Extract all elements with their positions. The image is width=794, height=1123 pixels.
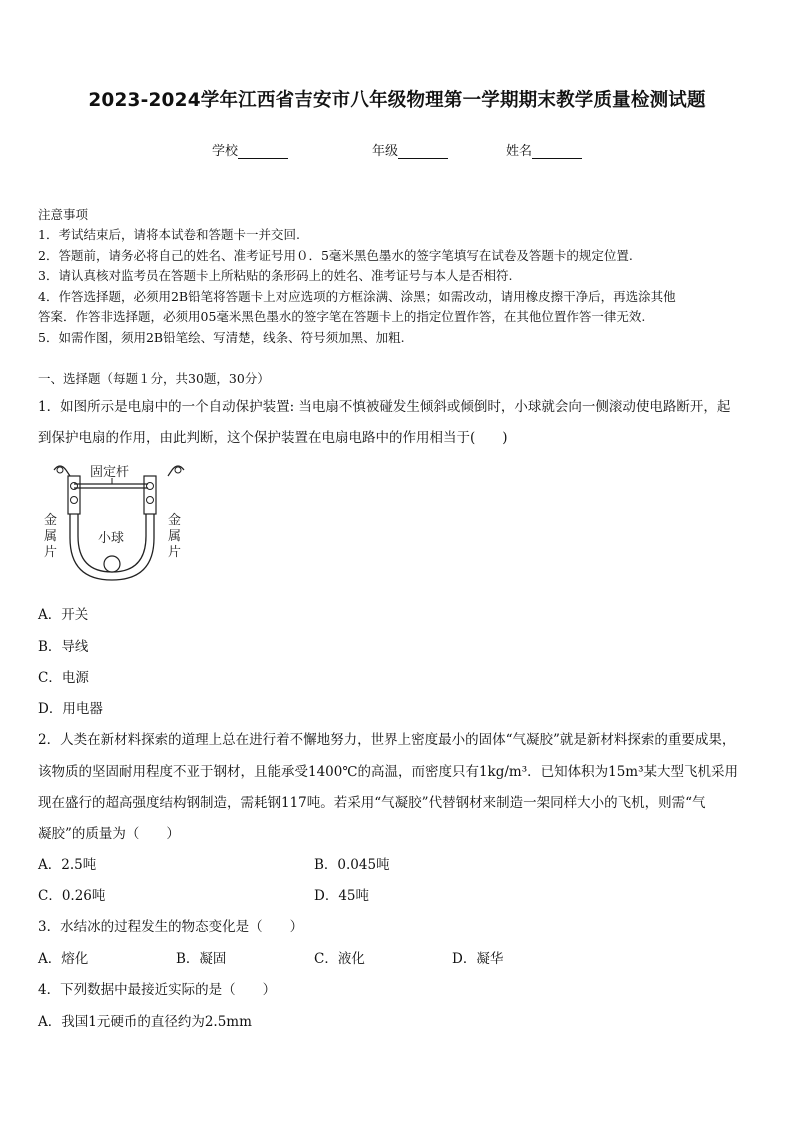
ball-label: 小球 [98, 531, 125, 546]
q3-option-a[interactable]: A．熔化 [38, 951, 89, 967]
grade-label: 年级 [372, 144, 399, 159]
q1-stem-line2: 到保护电扇的作用，由此判断，这个保护装置在电扇电路中的作用相当于( ) [38, 430, 508, 446]
q2-option-c[interactable]: C．0.26吨 [38, 888, 106, 904]
note-item: 答案．作答非选择题，必须用05毫米黑色墨水的签字笔在答题卡上的指定位置作答，在其他位置作答一律无效. [38, 309, 646, 324]
notes-heading: 注意事项 [38, 207, 89, 222]
name-blank[interactable] [532, 146, 582, 159]
q1-option-c[interactable]: C．电源 [38, 670, 89, 686]
grade-field[interactable] [372, 140, 448, 159]
right-strip-label: 金 [168, 513, 182, 528]
note-item: 3．请认真核对监考员在答题卡上所粘贴的条形码上的姓名、准考证号与本人是否相符. [38, 268, 513, 283]
q4-stem: 4．下列数据中最接近实际的是（ ） [38, 982, 277, 998]
left-strip-label: 金 [44, 513, 58, 528]
name-field[interactable] [506, 140, 582, 159]
q2-stem-line3: 现在盛行的超高强度结构钢制造，需耗钢117吨。若采用“气凝胶”代替钢材来制造一架同样大小的飞机，则需“气 [38, 795, 706, 811]
rod-label: 固定杆 [90, 465, 130, 480]
left-strip-label: 属 [44, 529, 58, 544]
protection-device-diagram [40, 458, 200, 588]
q3-option-c[interactable]: C．液化 [314, 951, 365, 967]
q1-option-b[interactable]: B．导线 [38, 639, 89, 655]
q1-option-d[interactable]: D．用电器 [38, 701, 103, 717]
note-item: 5．如需作图，须用2B铅笔绘、写清楚，线条、符号须加黑、加粗. [38, 330, 405, 345]
school-label: 学校 [212, 144, 239, 159]
q1-stem-line1: 1．如图所示是电扇中的一个自动保护装置: 当电扇不慎被碰发生倾斜或倾倒时，小球就会向一侧滚动使电路断开，起 [38, 399, 731, 415]
left-strip-label: 片 [44, 545, 58, 560]
q4-option-a[interactable]: A．我国1元硬币的直径约为2.5mm [38, 1014, 252, 1030]
note-item: 1．考试结束后，请将本试卷和答题卡一并交回. [38, 227, 300, 242]
name-label: 姓名 [506, 144, 533, 159]
school-blank[interactable] [238, 146, 288, 159]
note-item: 4．作答选择题，必须用2B铅笔将答题卡上对应选项的方框涂满、涂黑；如需改动，请用橡皮擦干净后，再选涂其他 [38, 289, 676, 304]
q1-option-a[interactable]: A．开关 [38, 607, 89, 623]
q2-stem-line1: 2．人类在新材料探索的道理上总在进行着不懈地努力，世界上密度最小的固体“气凝胶”就是新材料探索的重要成果， [38, 732, 736, 748]
q2-option-a[interactable]: A．2.5吨 [38, 857, 97, 873]
right-strip-label: 片 [168, 545, 182, 560]
exam-title: 2023-2024学年江西省吉安市八年级物理第一学期期末教学质量检测试题 [88, 90, 706, 111]
section-heading: 一、选择题（每题１分，共30题，30分） [38, 371, 270, 386]
q2-stem-line2: 该物质的坚固耐用程度不亚于钢材，且能承受1400℃的高温，而密度只有1kg/m³．已知体积为15m³某大型飞机采用 [38, 764, 739, 780]
school-field[interactable] [212, 140, 288, 159]
q2-option-d[interactable]: D．45吨 [314, 888, 370, 904]
q3-option-d[interactable]: D．凝华 [452, 951, 504, 967]
note-item: 2．答题前，请务必将自己的姓名、准考证号用０．5毫米黑色墨水的签字笔填写在试卷及答题卡的规定位置. [38, 248, 633, 263]
q3-stem: 3．水结冰的过程发生的物态变化是（ ） [38, 919, 304, 935]
q3-option-b[interactable]: B．凝固 [176, 951, 227, 967]
right-strip-label: 属 [168, 529, 182, 544]
q2-stem-line4: 凝胶”的质量为（ ） [38, 826, 180, 842]
q2-option-b[interactable]: B．0.045吨 [314, 857, 390, 873]
grade-blank[interactable] [398, 146, 448, 159]
